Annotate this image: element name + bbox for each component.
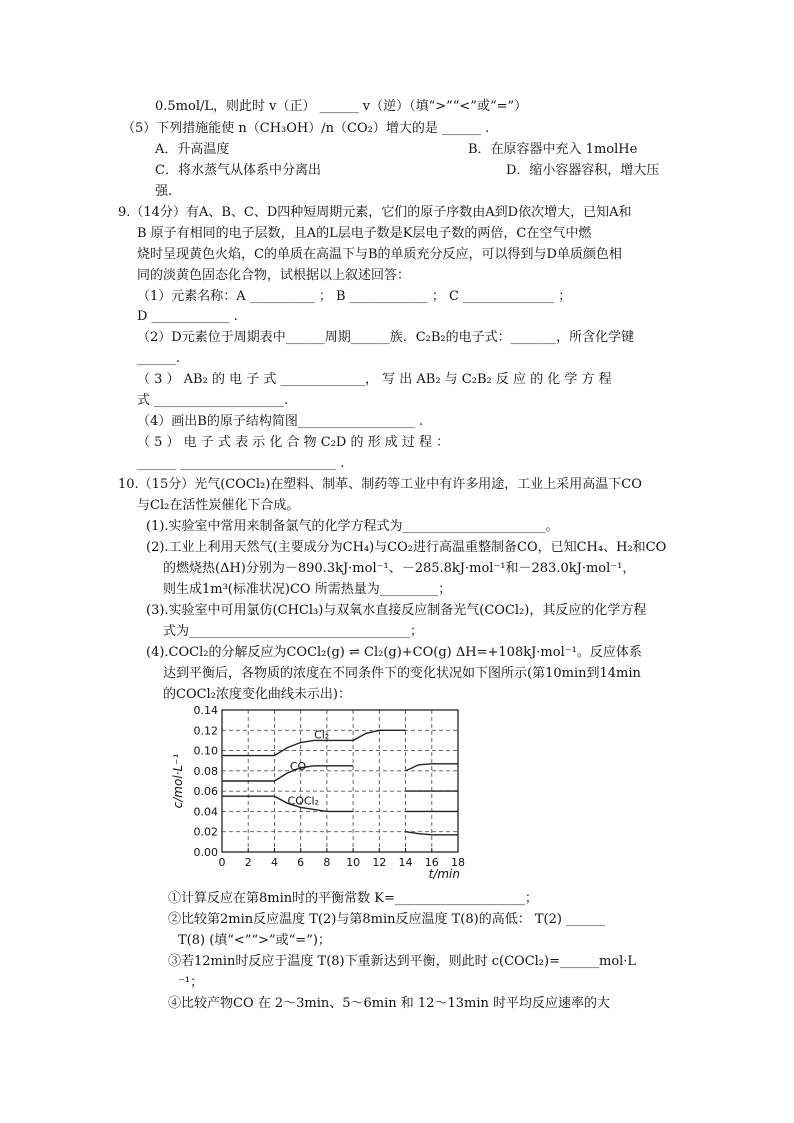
x-tick-label: 4 [270, 856, 278, 869]
text-line-l01: 0.5mol/L，则此时 v（正） ______ v（逆）（填“>”“<”或“=”） [155, 99, 528, 114]
y-tick-label: 0.00 [193, 846, 218, 859]
text-line-l19: （ 5 ） 电 子 式 表 示 化 合 物 C₂D 的 形 成 过 程 ： [137, 435, 450, 450]
text-line-l06: D．缩小容器容积，增大压 [506, 163, 660, 178]
x-tick-label: 12 [372, 856, 387, 869]
y-tick-label: 0.04 [193, 805, 218, 819]
text-line-l21: 10.（15分）光气(COCl₂)在塑料、制革、制药等工业中有许多用途，工业上采用高温下CO [118, 477, 642, 492]
text-line-l26: 则生成1m³(标准状况)CO 所需热量为_________； [163, 582, 452, 597]
text-line-l25: 的燃烧热(ΔH)分别为－890.3kJ·mol⁻¹、－285.8kJ·mol⁻¹和－283.0kJ·mol⁻¹， [163, 561, 636, 576]
series-line-1-0 [222, 766, 353, 781]
text-line-l35: ③若12min时反应于温度 T(8)下重新达到平衡，则此时 c(COCl₂)=______mol·L [168, 954, 637, 969]
y-tick-label: 0.02 [193, 825, 218, 839]
series-label: COCl₂ [287, 794, 320, 808]
text-line-l09: B 原子有相同的电子层数，且A的L层电子数是K层电子数的两倍，C在空气中燃 [137, 226, 592, 241]
text-line-l36: ⁻¹； [178, 975, 204, 990]
text-line-l12: （1）元素名称：A __________ ； B ____________ ； C ______________ ； [137, 289, 572, 304]
y-tick-label: 0.12 [193, 724, 218, 738]
text-line-l03: A．升高温度 [155, 142, 230, 157]
x-tick-label: 0 [218, 856, 226, 869]
text-line-l29: (4).COCl₂的分解反应为COCl₂(g) ⇌ Cl₂(g)+CO(g) ΔH=+108kJ·mol⁻¹。反应体系 [146, 645, 642, 660]
x-tick-label: 14 [398, 856, 413, 869]
text-line-l11: 同的淡黄色固态化合物，试根据以上叙述回答： [137, 268, 411, 283]
text-line-l33: ②比较第2min反应温度 T(2)与第8min反应温度 T(8)的高低： T(2) ______ [168, 912, 606, 927]
y-tick-label: 0.14 [193, 704, 218, 717]
text-line-l14: （2）D元素位于周期表中______周期______族．C₂B₂的电子式：_______，所含化学键 [137, 330, 635, 345]
y-axis-label: c/mol·L⁻¹ [171, 753, 185, 809]
concentration-chart [168, 700, 474, 880]
text-line-l30: 达到平衡后，各物质的浓度在不同条件下的变化状况如下图所示(第10min到14min [163, 666, 641, 681]
x-axis-label: t/min [428, 867, 460, 880]
text-line-l02: （5）下列措施能使 n（CH₃OH）/n（CO₂）增大的是 ______ . [122, 121, 490, 136]
series-label: Cl₂ [314, 728, 330, 742]
text-line-l27: (3).实验室中可用氯仿(CHCl₃)与双氧水直接反应制备光气(COCl₂)，其反应的化学方程 [146, 603, 647, 618]
text-line-l37: ④比较产物CO 在 2～3min、5～6min 和 12～13min 时平均反应速率的大 [168, 996, 611, 1011]
y-tick-label: 0.10 [193, 744, 218, 758]
text-line-l24: (2).工业上利用天然气(主要成分为CH₄)与CO₂进行高温重整制备CO，已知CH₄、H₂和CO [146, 540, 667, 555]
series-label: CO [289, 759, 307, 773]
x-tick-label: 6 [297, 856, 305, 869]
text-line-l28: 式为__________________________________； [163, 624, 424, 639]
text-line-l04: B．在原容器中充入 1molHe [468, 142, 638, 157]
text-line-l10: 烧时呈现黄色火焰，C的单质在高温下与B的单质充分反应，可以得到与D单质颜色相 [137, 247, 622, 262]
text-line-l13: D ____________ . [137, 309, 238, 324]
text-line-l17: 式 ____________________. [137, 393, 289, 408]
y-tick-label: 0.08 [193, 764, 218, 778]
text-line-l05: C．将水蒸气从体系中分离出 [155, 163, 321, 178]
text-line-l08: 9.（14分）有A、B、C、D四种短周期元素，它们的原子序数由A到D依次增大，已知A和 [118, 205, 632, 220]
text-line-l31: 的COCl₂浓度变化曲线未示出)： [163, 687, 351, 702]
text-line-l23: (1).实验室中常用来制备氯气的化学方程式为______________________。 [146, 519, 559, 534]
text-line-l18: （4）画出B的原子结构简图__________________ . [137, 414, 424, 429]
x-tick-label: 8 [323, 856, 331, 869]
chart-svg [168, 700, 474, 880]
x-tick-label: 16 [424, 856, 439, 869]
x-tick-label: 18 [451, 856, 465, 869]
x-tick-label: 2 [244, 856, 252, 869]
text-line-l15: ______. [137, 351, 181, 366]
text-line-l20: ______ ________________________ . [137, 456, 345, 471]
text-line-l22: 与Cl₂在活性炭催化下合成。 [137, 498, 300, 513]
text-line-l34: T(8) (填“<”“>”或“=”)； [178, 933, 331, 948]
x-tick-label: 10 [346, 856, 361, 869]
y-tick-label: 0.06 [193, 785, 218, 799]
text-line-l07: 强. [155, 184, 173, 199]
text-line-l16: （ 3 ） AB₂ 的 电 子 式 _____________， 写 出 AB₂ 与 C₂B₂ 反 应 的 化 学 方 程 [137, 372, 612, 387]
text-line-l32: ①计算反应在第8min时的平衡常数 K=____________________； [168, 891, 538, 906]
